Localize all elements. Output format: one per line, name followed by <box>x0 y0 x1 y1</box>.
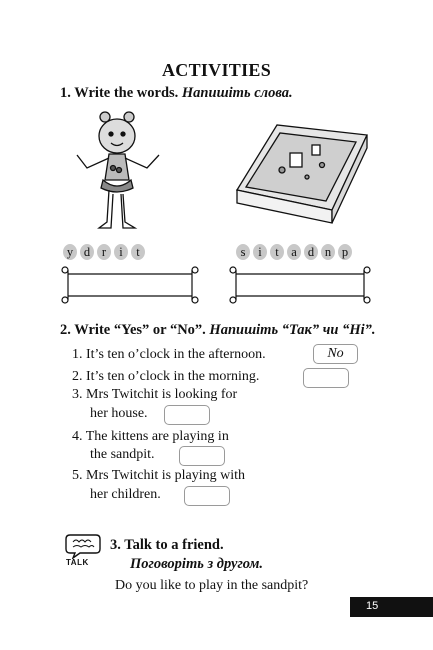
scramble2-letter: s <box>236 244 250 260</box>
answer-box-5[interactable] <box>184 486 230 506</box>
answer-box-3[interactable] <box>164 405 210 425</box>
answer-box-4[interactable] <box>179 446 225 466</box>
section1-heading-ua: Напишіть слова. <box>181 85 293 101</box>
scramble1-letter: y <box>63 244 77 260</box>
page-title: ACTIVITIES <box>161 60 272 80</box>
section2-heading-en: 2. Write “Yes” or “No”. <box>60 322 206 338</box>
scramble2-letter: n <box>321 244 335 260</box>
section1-heading <box>60 85 293 102</box>
section3-question: Do you like to play in the sandpit? <box>115 578 309 593</box>
answer-box-2[interactable] <box>303 368 349 388</box>
section3-heading: 3. Talk to a friend. <box>110 537 224 553</box>
page-number-bar <box>350 597 433 617</box>
section3-heading-ua: Поговоріть з другом. <box>130 556 264 572</box>
scramble2-letter: i <box>253 244 267 260</box>
section2-heading-ua: Напишіть “Так” чи “Ні”. <box>209 322 376 338</box>
girl-illustration <box>65 110 170 235</box>
statement-1: 1. It’s ten o’clock in the afternoon. <box>72 347 266 362</box>
scramble1-answer-field[interactable] <box>58 264 202 306</box>
talk-label: TALK <box>66 558 89 567</box>
scramble1-letter: i <box>114 244 128 260</box>
scramble1-letter: r <box>97 244 111 260</box>
statement-2: 2. It’s ten o’clock in the morning. <box>72 369 260 384</box>
section1-heading-en: 1. Write the words. <box>60 85 179 101</box>
scramble1-letter: t <box>131 244 145 260</box>
scramble2-letter: t <box>270 244 284 260</box>
talk-icon <box>64 533 102 569</box>
page-number: 15 <box>366 600 379 612</box>
section2-heading <box>60 322 376 339</box>
statement-5-cont: her children. <box>90 487 161 502</box>
statement-3: 3. Mrs Twitchit is looking for <box>72 387 238 402</box>
statement-3-cont: her house. <box>90 406 148 421</box>
scramble2-letter: d <box>304 244 318 260</box>
statement-5: 5. Mrs Twitchit is playing with <box>72 468 245 483</box>
scramble2-answer-field[interactable] <box>226 264 374 306</box>
statement-4-cont: the sandpit. <box>90 447 155 462</box>
scramble1-letter: d <box>80 244 94 260</box>
answer-box-1[interactable]: No <box>313 344 358 364</box>
scramble2-letter: a <box>287 244 301 260</box>
scramble2-letter: p <box>338 244 352 260</box>
statement-4: 4. The kittens are playing in <box>72 429 229 444</box>
sandpit-illustration <box>222 115 372 225</box>
